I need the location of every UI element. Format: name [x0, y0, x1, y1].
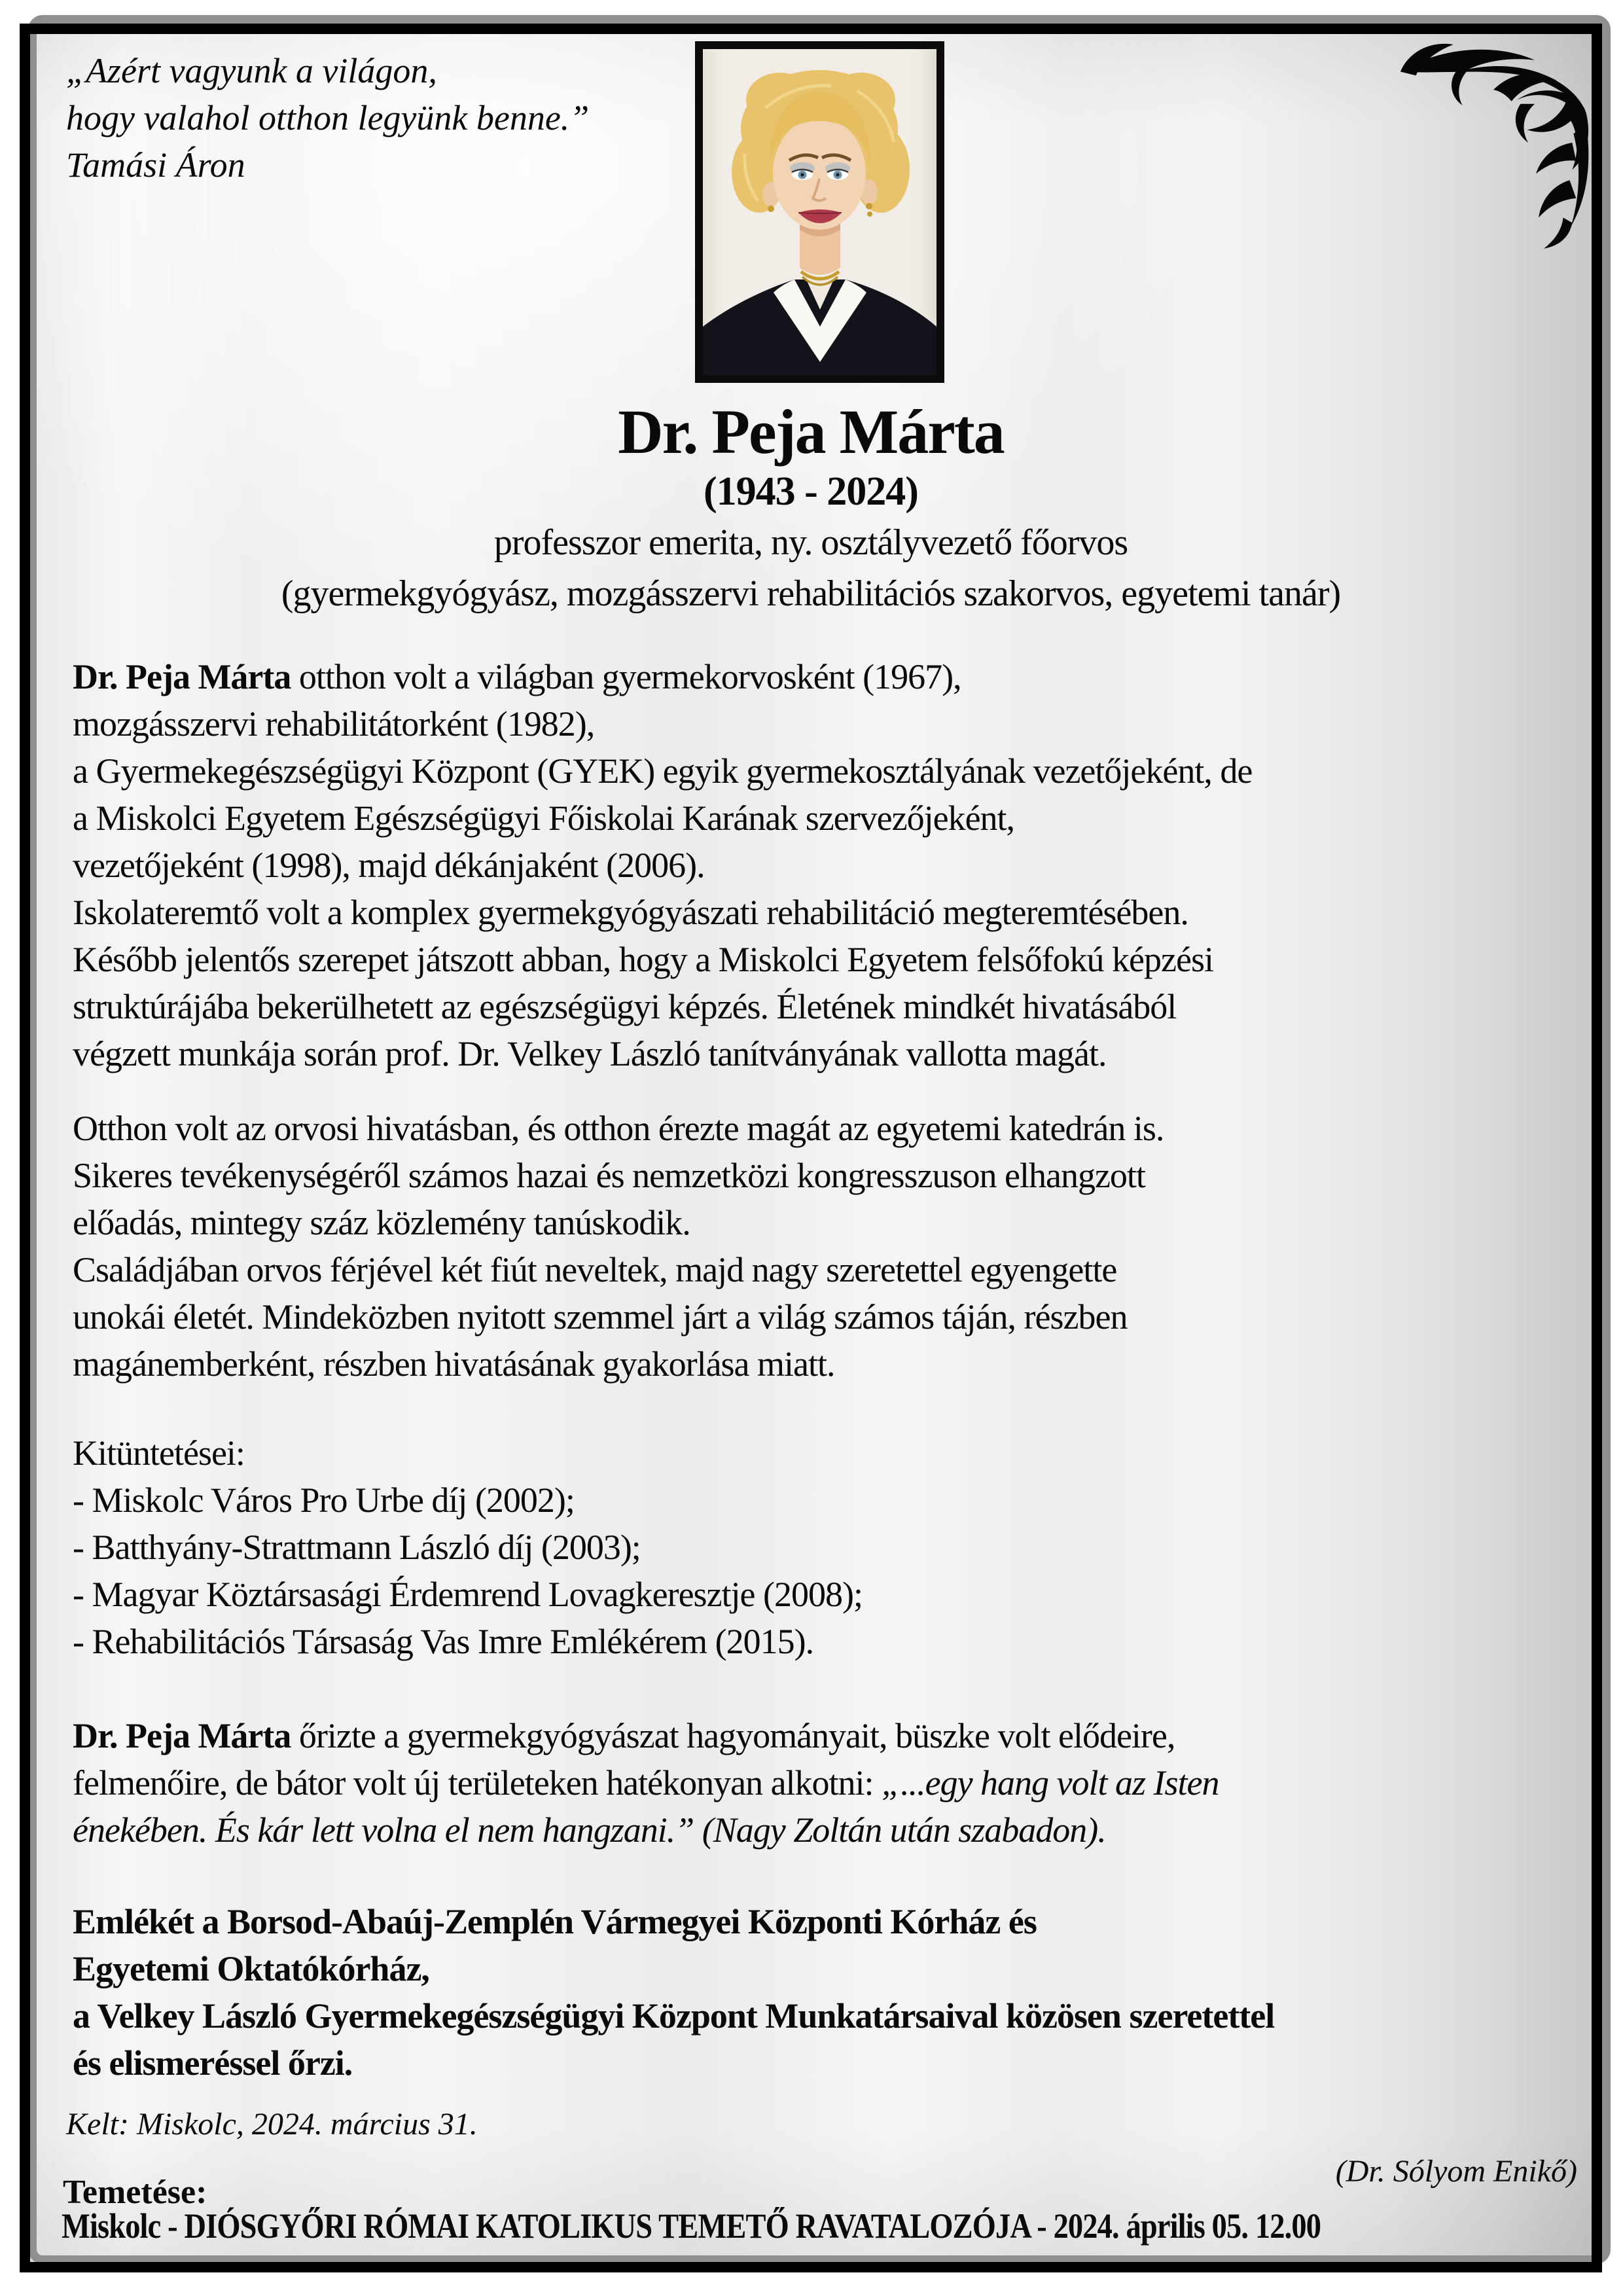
corner-flourish-icon [1397, 34, 1590, 250]
award-item: - Miskolc Város Pro Urbe díj (2002); [73, 1480, 575, 1520]
award-item: - Rehabilitációs Társaság Vas Imre Emlékérem (2015). [73, 1622, 814, 1661]
memorial-paragraph: Emlékét a Borsod-Abaúj-Zemplén Vármegyei Központi Kórház és Egyetemi Oktatókórház, a Velkey László Gyermekegészségügyi Központ Munkatársaival közösen szeretettel és elismeréssel őrzi. [73, 1902, 1275, 2083]
tribute-paragraph: Dr. Peja Márta őrizte a gyermekgyógyászat hagyományait, büszke volt elődeire, felmenőire, de bátor volt új területeken hatékonyan alkotni: „...egy hang volt az Isten énekében. És kár lett volna el nem hangzani.” (Nagy Zoltán után szabadon). [73, 1716, 1219, 1850]
life-paragraph: Otthon volt az orvosi hivatásban, és otthon érezte magát az egyetemi katedrán is. Sikeres tevékenységéről számos hazai és nemzetközi kongresszuson elhangzott előadás, mintegy száz közlemény tanúskodik. Családjában orvos férjével két fiút neveltek, majd nagy szeretettel egyengette unokái életét. Mindeközben nyitott szemmel járt a világ számos táján, részben magánemberként, részben hivatásának gyakorlása miatt. [73, 1109, 1164, 1384]
career-paragraph: Dr. Peja Márta otthon volt a világban gyermekorvosként (1967), mozgásszervi rehabilitátorként (1982), a Gyermekegészségügyi Központ (GYEK) egyik gyermekosztályának vezetőjeként, de a Miskolci Egyetem Egészségügyi Főiskolai Karának szervezőjeként, vezetőjeként (1998), majd dékánjaként (2006). Iskolateremtő volt a komplex gyermekgyógyászati rehabilitáció megteremtésében. Később jelentős szerepet játszott abban, hogy a Miskolci Egyetem felsőfokú képzési struktúrájába bekerülhetett az egészségügyi képzés. Életének mindkét hivatásából végzett munkája során prof. Dr. Velkey László tanítványának vallotta magát. [73, 657, 1253, 1073]
memorial-card [30, 34, 1592, 2262]
signature-line: (Dr. Sólyom Enikő) [1335, 2154, 1577, 2189]
tribute-lead: Dr. Peja Márta [73, 1716, 291, 1755]
award-item: - Batthyány-Strattmann László díj (2003); [73, 1528, 641, 1567]
quote-author: Tamási Áron [66, 145, 245, 185]
deceased-name: Dr. Peja Márta [618, 397, 1004, 467]
awards-heading: Kitüntetései: [73, 1433, 245, 1473]
life-years: (1943 - 2024) [704, 469, 918, 514]
role-line: professzor emerita, ny. osztályvezető főorvos [493, 522, 1128, 563]
date-line: Kelt: Miskolc, 2024. március 31. [66, 2107, 478, 2142]
quote-line: „Azért vagyunk a világon, [66, 51, 437, 90]
header-block [30, 398, 1592, 619]
quote-line: hogy valahol otthon legyünk benne.” [66, 98, 590, 137]
main-text-column [73, 653, 1558, 2087]
funeral-details: Miskolc - DIÓSGYŐRI RÓMAI KATOLIKUS TEMETŐ RAVATALOZÓJA - 2024. április 05. 12.00 [62, 2206, 1321, 2246]
portrait-photo [695, 41, 944, 383]
award-item: - Magyar Köztársasági Érdemrend Lovagkeresztje (2008); [73, 1575, 863, 1614]
funeral-label: Temetése: [63, 2174, 207, 2211]
awards-paragraph [73, 1429, 1558, 1665]
career-lead: Dr. Peja Márta [73, 657, 291, 696]
opening-quote [66, 47, 589, 188]
specialties-line: (gyermekgyógyász, mozgásszervi rehabilitációs szakorvos, egyetemi tanár) [281, 573, 1341, 614]
